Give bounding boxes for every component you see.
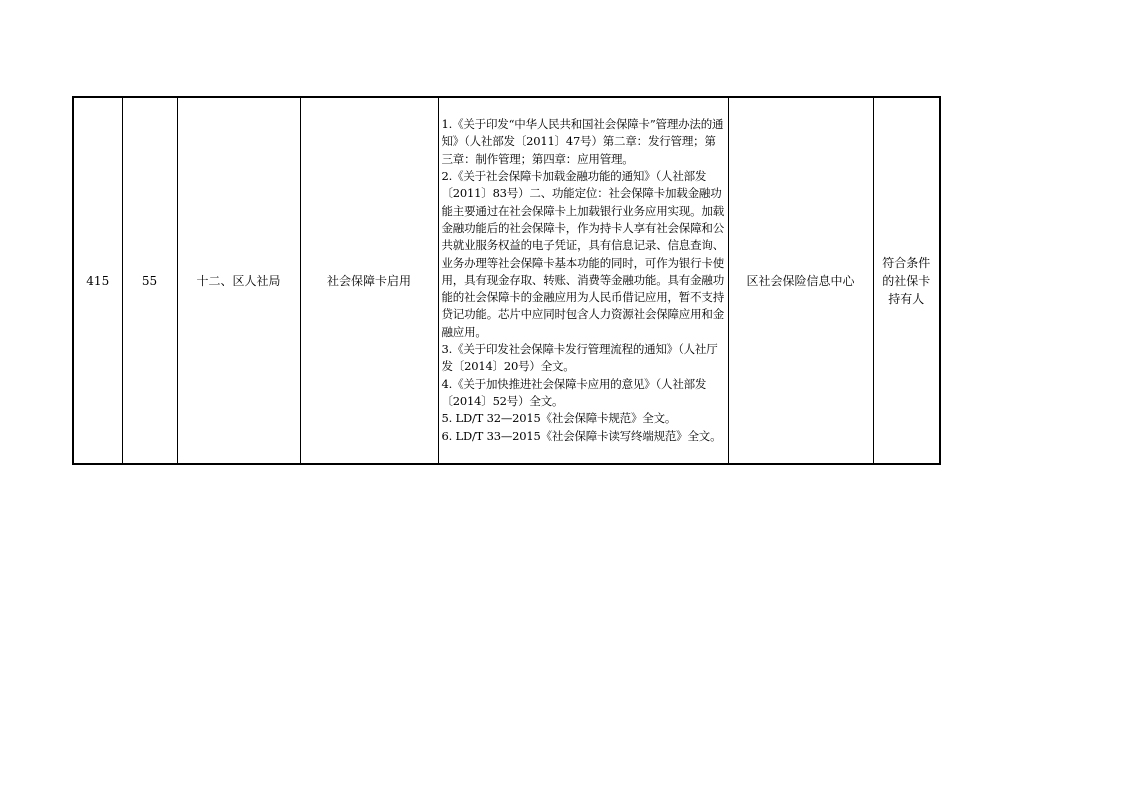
- department-cell: 十二、区人社局: [177, 97, 300, 464]
- basis-entry: 1.《关于印发“中华人民共和国社会保障卡”管理办法的通知》（人社部发〔2011〕47号）第二章：发行管理；第三章：制作管理；第四章：应用管理。: [441, 117, 724, 166]
- data-table: [72, 96, 941, 465]
- basis-entry: 6. LD/T 33—2015《社会保障卡读写终端规范》全文。: [441, 428, 722, 443]
- implementer-cell: 区社会保险信息中心: [728, 97, 873, 464]
- basis-entry: 2.《关于社会保障卡加载金融功能的通知》（人社部发〔2011〕83号）二、功能定位：社会保障卡加载金融功能主要通过在社会保障卡上加载银行业务应用实现。加载金融功能后的社会保障卡，作为持卡人享有社会保障和公共就业服务权益的电子凭证，具有信息记录、信息查询、业务办理等社会保障卡基本功能的同时，可作为银行卡使用，具有现金存取、转账、消费等金融功能。具有金融功能的社会保障卡的金融应用为人民币借记应用，暂不支持贷记功能。芯片中应同时包含人力资源社会保障应用和金融应用。: [441, 169, 724, 339]
- seq-cell: 415: [73, 97, 122, 464]
- target-cell: 符合条件的社保卡持有人: [873, 97, 940, 464]
- legal-basis-cell: [438, 97, 728, 464]
- basis-entry: 3.《关于印发社会保障卡发行管理流程的通知》（人社厅发〔2014〕20号）全文。: [441, 342, 718, 374]
- basis-entry: 5. LD/T 32—2015《社会保障卡规范》全文。: [441, 411, 677, 426]
- table-row: [73, 97, 940, 464]
- item-name-cell: 社会保障卡启用: [300, 97, 438, 464]
- sub-seq-cell: 55: [122, 97, 177, 464]
- basis-entry: 4.《关于加快推进社会保障卡应用的意见》（人社部发〔2014〕52号）全文。: [441, 376, 707, 408]
